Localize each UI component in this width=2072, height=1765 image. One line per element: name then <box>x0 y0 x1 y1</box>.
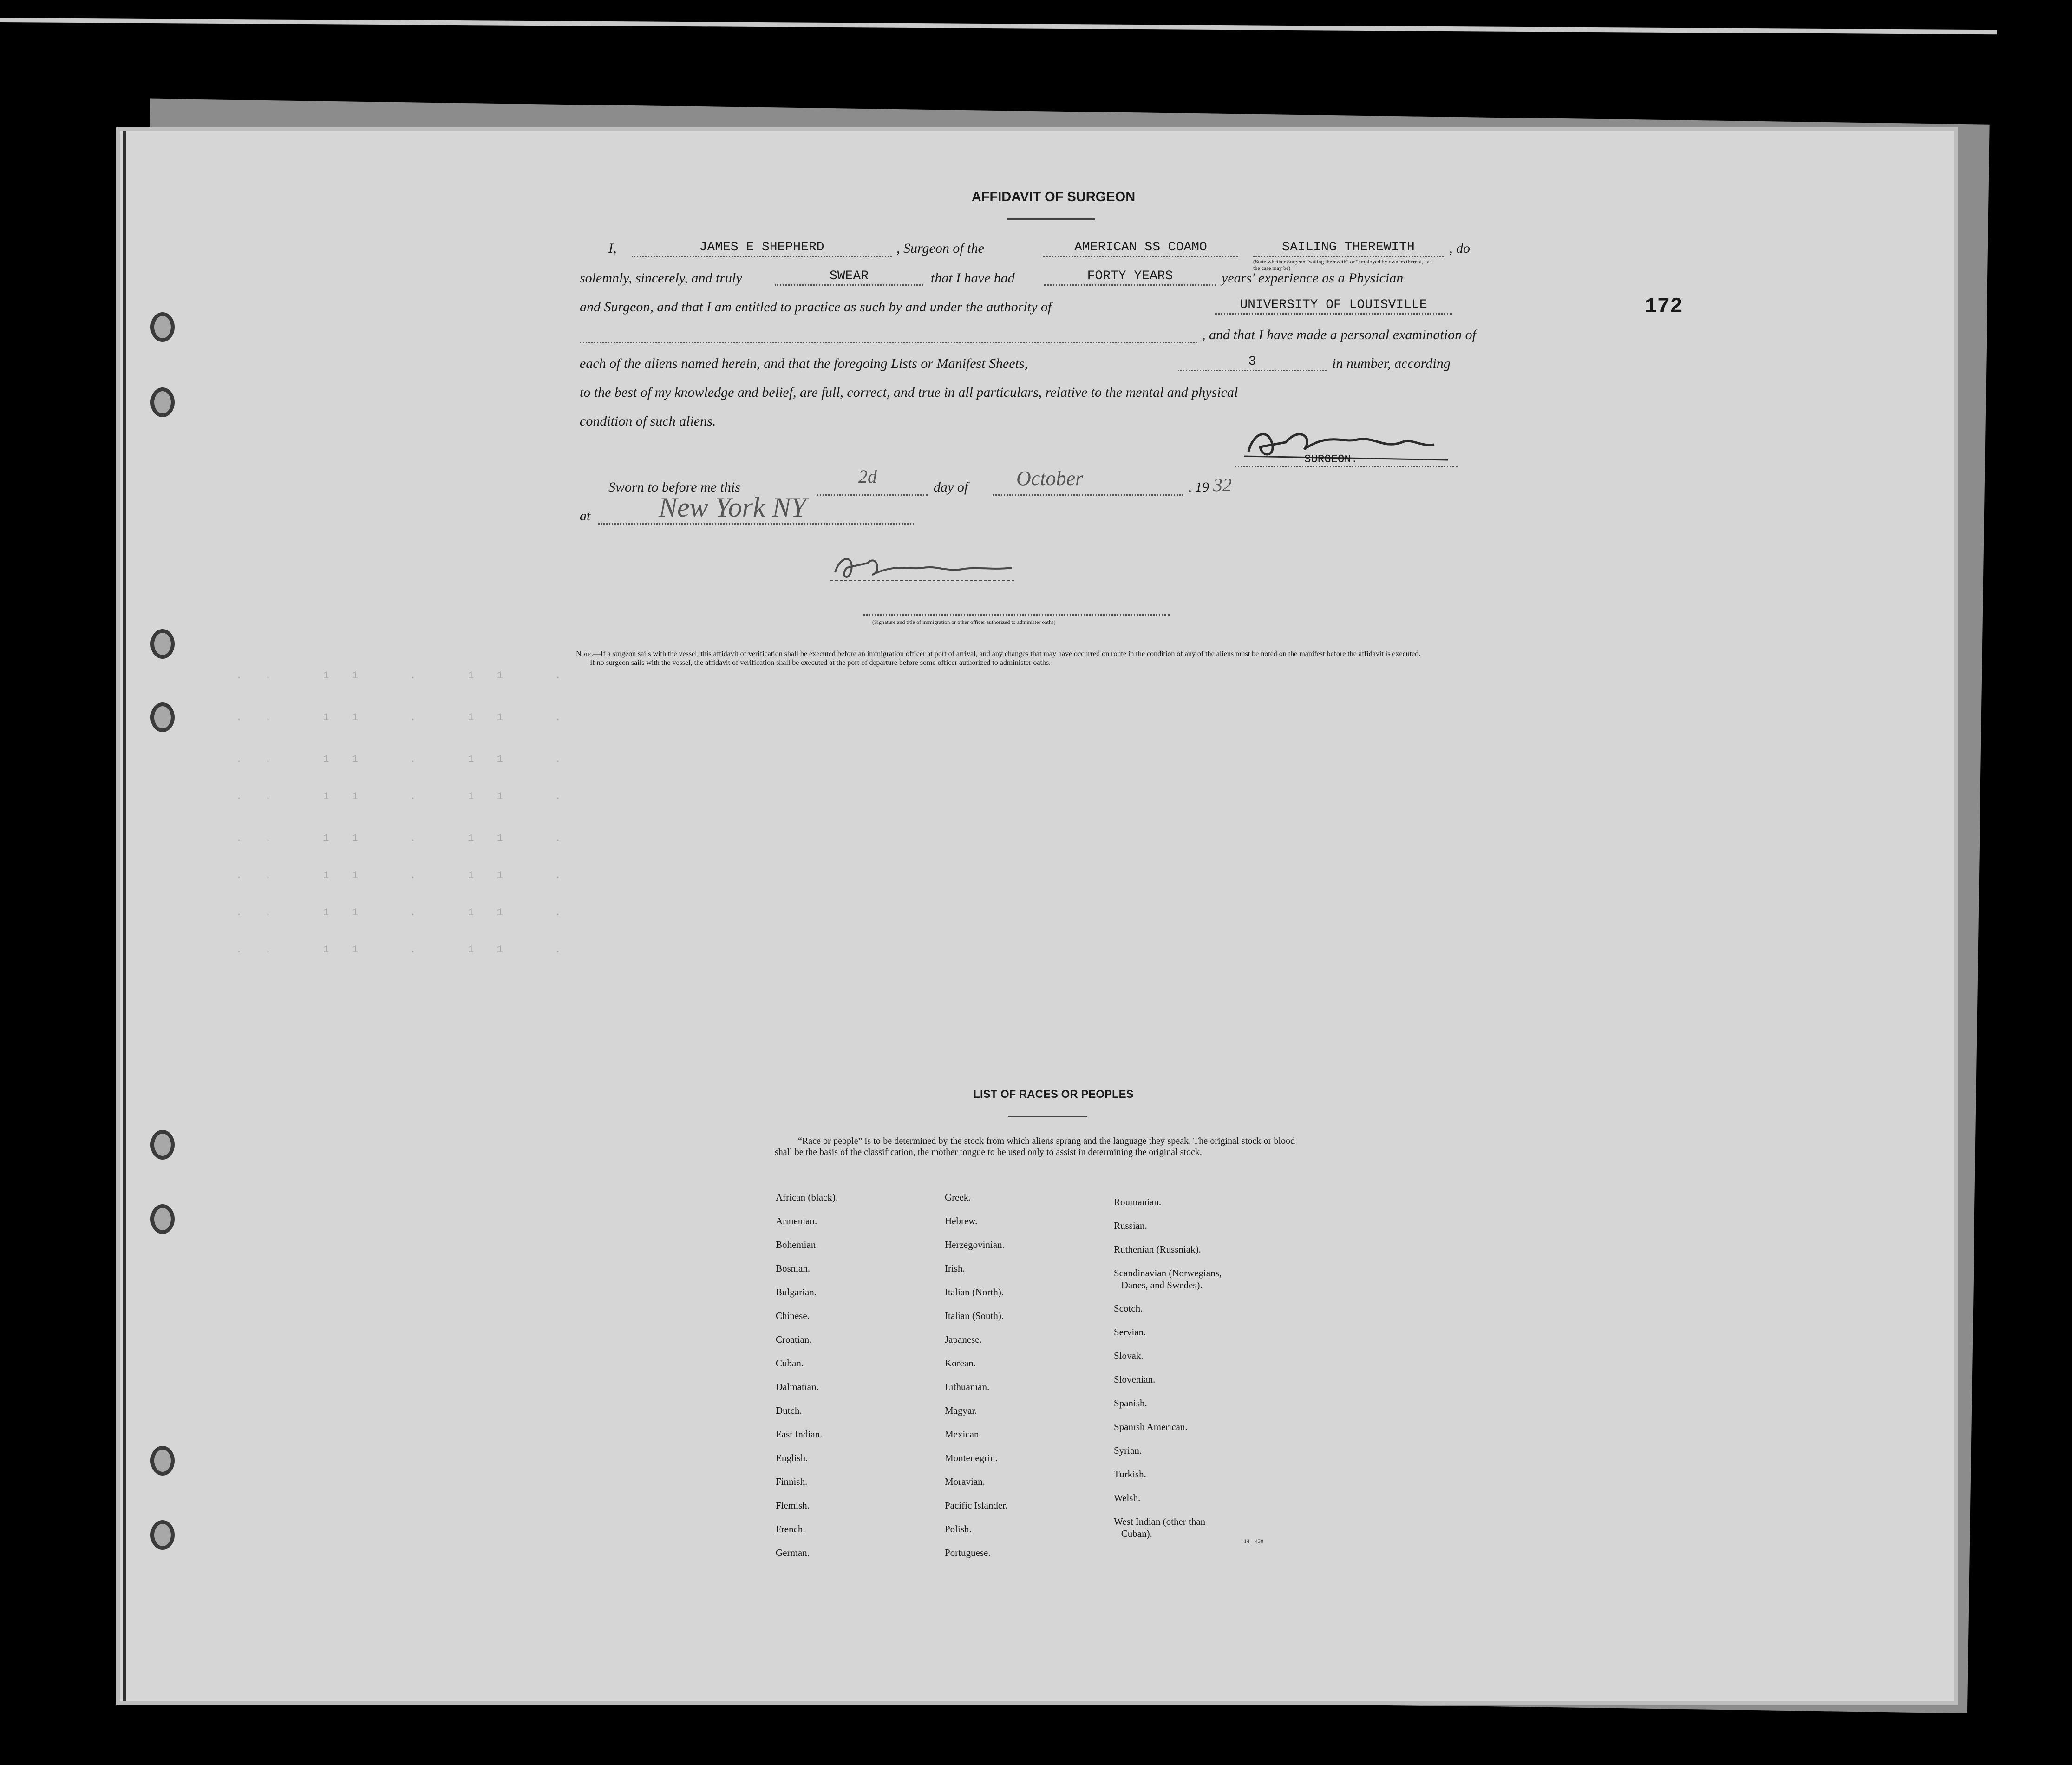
race-item: Slovenian. <box>1114 1374 1156 1385</box>
race-item: Moravian. <box>945 1476 985 1487</box>
affidavit-text: , do <box>1449 241 1470 256</box>
affidavit-title: AFFIDAVIT OF SURGEON <box>971 190 1136 204</box>
affidavit-text: each of the aliens named herein, and that the foregoing Lists or Manifest Sheets, <box>580 356 1028 371</box>
form-number: 14—430 <box>1244 1538 1263 1544</box>
affidavit-note <box>576 650 1486 667</box>
race-item: African (black). <box>776 1192 838 1203</box>
sworn-month-handwritten: October <box>1016 467 1084 490</box>
race-item: Roumanian. <box>1114 1196 1162 1207</box>
race-item: Slovak. <box>1114 1350 1144 1361</box>
affidavit-text: solemnly, sincerely, and truly <box>580 270 742 286</box>
sworn-place-handwritten: New York NY <box>659 492 806 523</box>
race-item: Magyar. <box>945 1405 977 1416</box>
officer-signature <box>826 549 1021 586</box>
film-edge-line <box>0 18 1997 34</box>
race-item: Bosnian. <box>776 1263 810 1274</box>
affidavit-text: years' experience as a Physician <box>1222 270 1404 286</box>
race-item: Lithuanian. <box>945 1381 990 1392</box>
races-intro: “Race or people” is to be determined by the stock from which aliens sprang and the language they speak. The original stock or blood shall be the basis of the classification, the mother tongue to be used only to assist in determining the original stock. <box>775 1136 1295 1157</box>
race-item: Croatian. <box>776 1334 812 1345</box>
punch-hole <box>150 629 175 659</box>
race-item: Armenian. <box>776 1215 817 1227</box>
sworn-text: , 19 <box>1188 479 1209 495</box>
race-item: Turkish. <box>1114 1469 1146 1480</box>
officer-caption: (Signature and title of immigration or other officer authorized to administer oaths) <box>872 619 1056 625</box>
authority-continued-field <box>580 326 1197 343</box>
race-item: Italian (North). <box>945 1286 1004 1298</box>
race-item: Dutch. <box>776 1405 802 1416</box>
races-title: LIST OF RACES OR PEOPLES <box>973 1088 1134 1101</box>
punch-hole <box>150 1520 175 1550</box>
race-item: East Indian. <box>776 1429 823 1440</box>
sheet-count-field: 3 <box>1178 354 1327 371</box>
bleed-through-row: . . 1 1 . 1 1 . <box>236 833 569 844</box>
bleed-through-row: . . 1 1 . 1 1 . <box>236 907 569 919</box>
affidavit-text: in number, according <box>1332 356 1451 371</box>
race-item: English. <box>776 1452 808 1463</box>
race-item: Chinese. <box>776 1310 810 1321</box>
oath-field: SWEAR <box>775 269 923 286</box>
affidavit-text: , and that I have made a personal examination of <box>1202 327 1476 342</box>
punch-hole <box>150 1204 175 1234</box>
race-item: Dalmatian. <box>776 1381 819 1392</box>
race-item: Portuguese. <box>945 1547 991 1558</box>
race-item: Italian (South). <box>945 1310 1004 1321</box>
race-item: Japanese. <box>945 1334 982 1345</box>
race-item: Syrian. <box>1114 1445 1142 1456</box>
race-item: Hebrew. <box>945 1215 978 1227</box>
note-text-2: If no surgeon sails with the vessel, the affidavit of verification shall be executed at the port of departure before some officer authorized to administer oaths. <box>590 659 1051 667</box>
bleed-through-row: . . 1 1 . 1 1 . <box>236 670 569 682</box>
races-title-rule <box>1008 1116 1087 1117</box>
race-item: Pacific Islander. <box>945 1500 1008 1511</box>
races-column-3 <box>1114 1190 1222 1540</box>
binding-margin-line <box>123 131 126 1701</box>
vessel-name-field: AMERICAN SS COAMO <box>1043 240 1238 257</box>
race-item: Korean. <box>945 1358 976 1369</box>
bleed-through-row: . . 1 1 . 1 1 . <box>236 944 569 956</box>
race-item: German. <box>776 1547 810 1558</box>
race-item: Herzegovinian. <box>945 1239 1005 1250</box>
race-item: Spanish. <box>1114 1398 1147 1409</box>
punch-hole <box>150 1130 175 1160</box>
races-column-1 <box>776 1186 838 1565</box>
note-text-1: —If a surgeon sails with the vessel, this affidavit of verification shall be executed before an immigration officer at port of arrival, and any changes that may have occurred on route in the condition of any of the aliens must be noted on the manifest before the affidavit is executed. <box>593 650 1421 658</box>
affidavit-text: , Surgeon of the <box>896 241 984 256</box>
race-item: Welsh. <box>1114 1492 1141 1503</box>
authority-field: UNIVERSITY OF LOUISVILLE <box>1215 297 1452 315</box>
race-item: West Indian (other than Cuban). <box>1114 1516 1206 1539</box>
race-item: Servian. <box>1114 1326 1146 1338</box>
race-item: Mexican. <box>945 1429 981 1440</box>
punch-hole <box>150 312 175 342</box>
sworn-year-handwritten: 32 <box>1213 474 1232 495</box>
sworn-day-handwritten: 2d <box>858 466 877 487</box>
title-rule <box>1007 218 1095 220</box>
race-item: Ruthenian (Russniak). <box>1114 1244 1201 1255</box>
race-item: Cuban. <box>776 1358 804 1369</box>
surgeon-name-field: JAMES E SHEPHERD <box>632 240 892 257</box>
sworn-at-label: at <box>580 508 591 524</box>
affidavit-text: and Surgeon, and that I am entitled to practice as such by and under the authority of <box>580 299 1052 315</box>
punch-hole <box>150 702 175 732</box>
race-item: Flemish. <box>776 1500 810 1511</box>
affidavit-line-7: condition of such aliens. <box>580 413 716 429</box>
sailing-status-note: (State whether Surgeon "sailing therewith" or "employed by owners thereof," as the case may be) <box>1253 258 1432 271</box>
punch-hole <box>150 387 175 417</box>
bleed-through-row: . . 1 1 . 1 1 . <box>236 712 569 723</box>
sworn-text: Sworn to before me this <box>608 479 740 495</box>
race-item: Scotch. <box>1114 1303 1143 1314</box>
years-experience-field: FORTY YEARS <box>1044 269 1216 286</box>
race-item: Scandinavian (Norwegians, Danes, and Swedes). <box>1114 1267 1222 1291</box>
note-label: Note. <box>576 650 593 658</box>
officer-signature-rule <box>863 614 1170 616</box>
affidavit-text: that I have had <box>931 270 1015 286</box>
race-item: Bulgarian. <box>776 1286 817 1298</box>
affidavit-line-6: to the best of my knowledge and belief, are full, correct, and true in all particulars, relative to the mental and physical <box>580 385 1238 400</box>
race-item: Russian. <box>1114 1220 1147 1231</box>
races-column-2 <box>945 1186 1007 1565</box>
surgeon-label: SURGEON. <box>1304 453 1358 466</box>
bleed-through-row: . . 1 1 . 1 1 . <box>236 870 569 881</box>
race-item: Polish. <box>945 1523 972 1535</box>
page-number: 172 <box>1644 295 1683 319</box>
race-item: Spanish American. <box>1114 1421 1188 1432</box>
race-item: Irish. <box>945 1263 965 1274</box>
race-item: Finnish. <box>776 1476 808 1487</box>
sailing-status-field: SAILING THEREWITH <box>1253 240 1444 257</box>
race-item: Greek. <box>945 1192 971 1203</box>
affidavit-prefix: I, <box>608 241 617 256</box>
bleed-through-row: . . 1 1 . 1 1 . <box>236 791 569 802</box>
race-item: French. <box>776 1523 805 1535</box>
race-item: Montenegrin. <box>945 1452 998 1463</box>
race-item: Bohemian. <box>776 1239 818 1250</box>
document-page <box>120 131 1954 1701</box>
bleed-through-row: . . 1 1 . 1 1 . <box>236 754 569 765</box>
punch-hole <box>150 1446 175 1476</box>
sworn-text: day of <box>934 479 968 495</box>
